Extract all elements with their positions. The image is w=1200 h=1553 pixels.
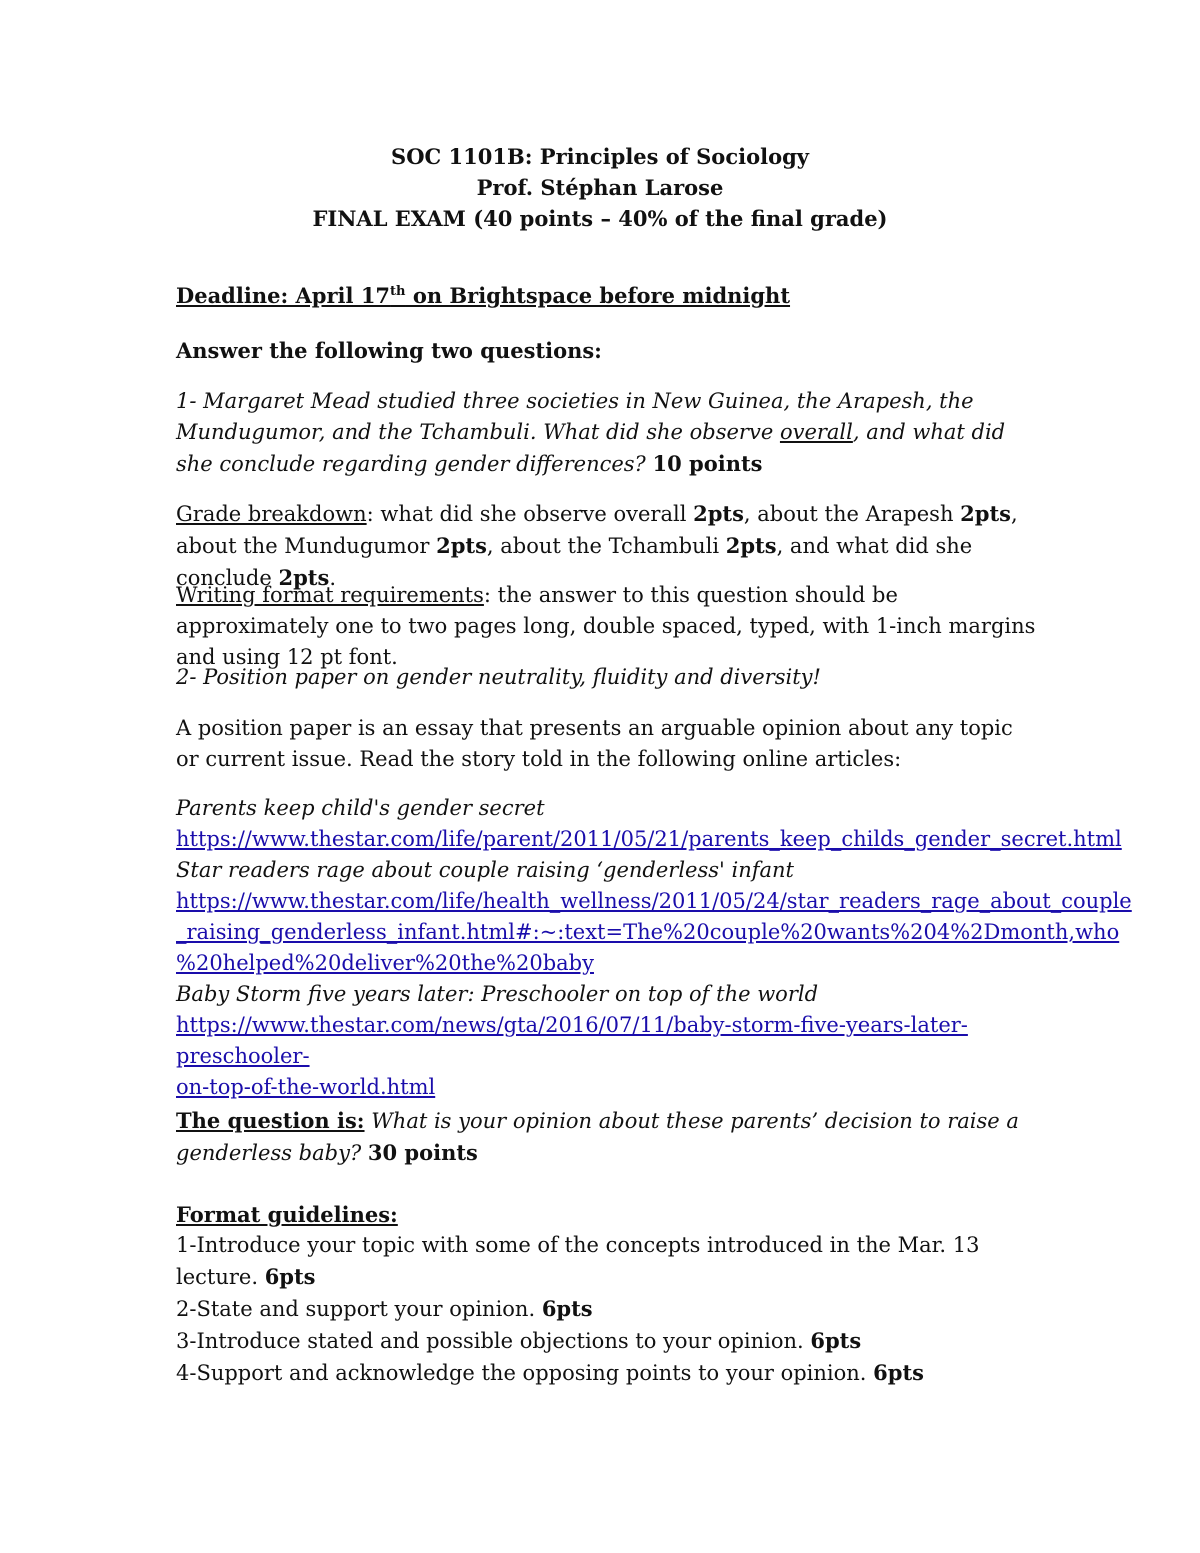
- guideline-item: 3-Introduce stated and possible objections to your opinion. 6pts: [176, 1328, 862, 1353]
- deadline: Deadline: April 17th on Brightspace before midnight: [176, 283, 791, 308]
- writing-format: Writing format requirements: the answer to this question should be approximately one to two pages long, double spaced, typed, with 1-inch margins and using 12 pt font.: [176, 583, 1036, 669]
- article-title: Star readers rage about couple raising ‘genderless' infant: [176, 858, 794, 882]
- guideline-item: 4-Support and acknowledge the opposing points to your opinion. 6pts: [176, 1360, 924, 1385]
- article-title: Baby Storm five years later: Preschooler on top of the world: [176, 982, 819, 1006]
- question-2-title: 2- Position paper on gender neutrality, fluidity and diversity!: [176, 665, 821, 689]
- question-2-prompt: The question is: What is your opinion about these parents’ decision to raise a genderless baby? 30 points: [176, 1108, 1019, 1165]
- course-title: SOC 1101B: Principles of Sociology: [391, 144, 809, 169]
- position-paper-intro: A position paper is an essay that presents an arguable opinion about any topic or current issue. Read the story told in the following online articles:: [176, 716, 1013, 771]
- guidelines-title: Format guidelines:: [176, 1202, 398, 1227]
- article-link[interactable]: https://www.thestar.com/news/gta/2016/07/11/baby-storm-five-years-later-preschooler-: [176, 1013, 968, 1068]
- guideline-item: 1-Introduce your topic with some of the concepts introduced in the Mar. 13 lecture. 6pts: [176, 1233, 980, 1289]
- article-link[interactable]: on-top-of-the-world.html: [176, 1075, 436, 1099]
- exam-title: FINAL EXAM (40 points – 40% of the final grade): [312, 206, 888, 231]
- instruction: Answer the following two questions:: [176, 338, 602, 363]
- grade-breakdown: Grade breakdown: what did she observe overall 2pts, about the Arapesh 2pts, about the Mundugumor 2pts, about the Tchambuli 2pts, and what did she conclude 2pts.: [176, 501, 1018, 590]
- article-list: [176, 793, 1132, 1103]
- article-title: Parents keep child's gender secret: [176, 796, 545, 820]
- guideline-item: 2-State and support your opinion. 6pts: [176, 1296, 593, 1321]
- professor-name: Prof. Stéphan Larose: [476, 175, 724, 200]
- format-guidelines: [176, 1199, 1036, 1389]
- article-link[interactable]: _raising_genderless_infant.html#:~:text=The%20couple%20wants%204%2Dmonth,who: [176, 920, 1120, 944]
- article-link[interactable]: https://www.thestar.com/life/health_wellness/2011/05/24/star_readers_rage_about_couple: [176, 889, 1132, 913]
- article-link[interactable]: https://www.thestar.com/life/parent/2011/05/21/parents_keep_childs_gender_secret.html: [176, 827, 1122, 851]
- article-link[interactable]: %20helped%20deliver%20the%20baby: [176, 951, 594, 975]
- question-1: 1- Margaret Mead studied three societies in New Guinea, the Arapesh, the Mundugumor, and the Tchambuli. What did she observe overall, and what did she conclude regarding gender differences? 10 points: [176, 389, 1006, 476]
